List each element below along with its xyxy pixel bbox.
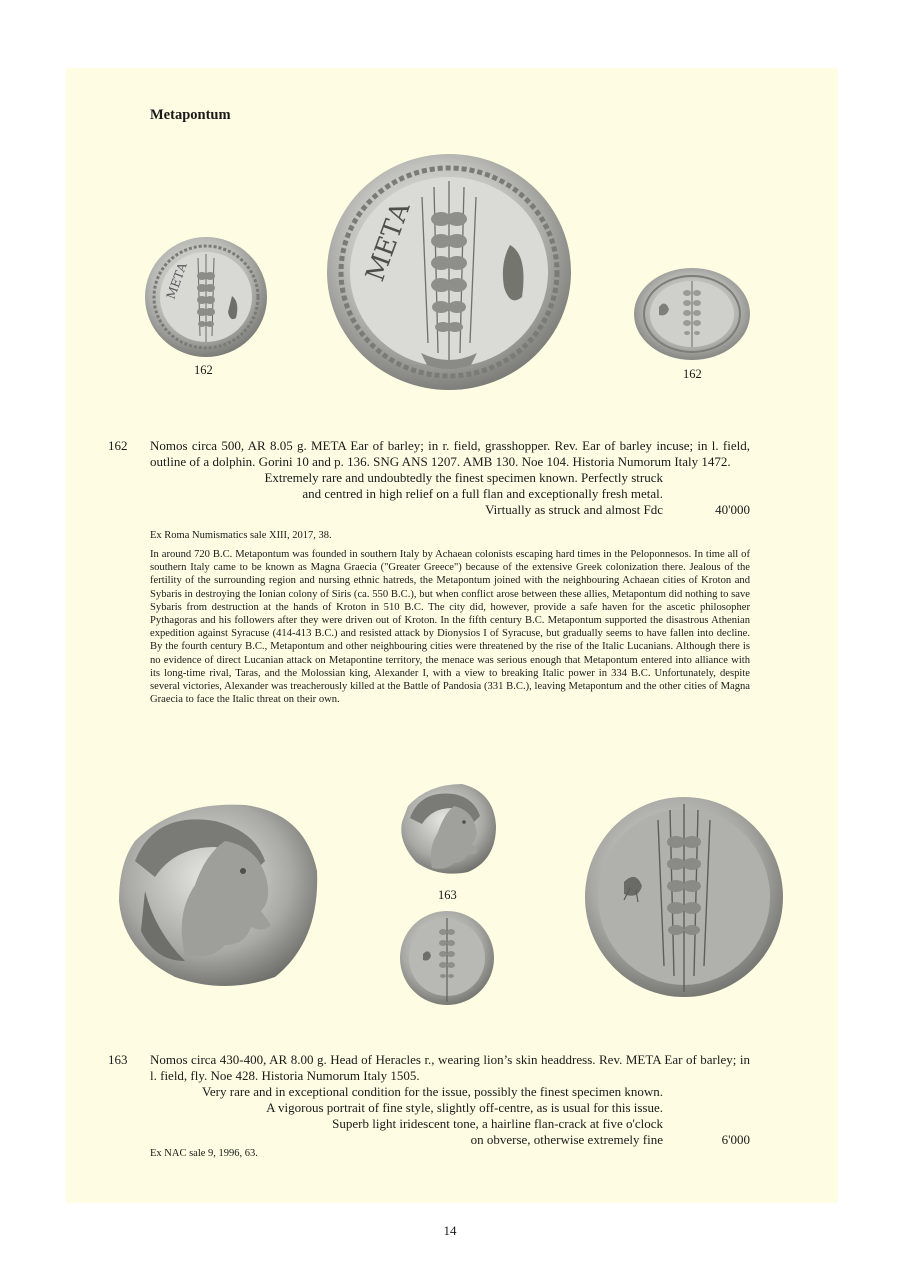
lot-163-condition-line-4: on obverse, otherwise extremely fine <box>470 1132 663 1147</box>
coin-162-label-right: 162 <box>683 367 702 381</box>
lot-163-description: Nomos circa 430-400, AR 8.00 g. Head of Heracles r., wearing lion’s skin headdress. Rev. META Ear of barley; in l. field, fly. Noe 428. Historia Numorum Italy 1505. <box>150 1052 750 1083</box>
lot-163-condition-line-1: Very rare and in exceptional condition for the issue, possibly the finest specimen known. <box>201 1084 663 1099</box>
svg-text:ΜΕΤΑ: ΜΕΤΑ <box>360 198 417 286</box>
coin-162-label-left: 162 <box>194 363 213 377</box>
coin-163-obverse-large <box>115 801 320 989</box>
coin-163-reverse-large <box>584 796 784 998</box>
lot-163-number: 163 <box>108 1052 128 1067</box>
coin-163-reverse-small <box>399 910 495 1006</box>
coin-162-obverse-small <box>144 236 268 358</box>
svg-text:ΜΕΤΑ: ΜΕΤΑ <box>163 260 190 302</box>
lot-162-condition-line-1: Extremely rare and undoubtedly the finest specimen known. Perfectly struck <box>264 470 663 485</box>
lot-162-number: 162 <box>108 438 128 453</box>
lot-163-condition-line-3: Superb light iridescent tone, a hairline flan-crack at five o'clock <box>332 1116 663 1131</box>
coin-163-obverse-small <box>398 782 498 876</box>
lot-163-condition-line-2: A vigorous portrait of fine style, slightly off-centre, as is usual for this issue. <box>266 1100 663 1115</box>
lot-162-historical-essay: In around 720 B.C. Metapontum was founded in southern Italy by Achaean colonists escaping hard times in the Peloponnesos. In time all of southern Italy came to be known as Magna Graecia ("Greater Greece") because of the extensive Greek colonization there. Jealous of the fertility of the surrounding region and nursing ethnic hatreds, the Metapontum joined with the neighbouring Achaean cities of Kroton and Sybaris in destroying the Ionian colony of Siris (ca. 550 B.C.), but when conflict arose between these allies, Metapontum did nothing to save Sybaris from destruction at the hands of Kroton in 510 B.C. The city did, however, provide a safe haven for the ascetic philosopher Pythagoras and his followers after they were driven out of Kroton. In the fifth century B.C. Metapontum supported the disastrous Athenian expedition against Syracuse (414-413 B.C.) and resisted attack by Dionysios I of Syracuse, but gradually seems to have fallen into decline. By the fourth century B.C., Metapontum and other neighbouring cities were threatened by the rise of the Italic Lucanians. Although there is no evidence of direct Lucanian attack on Metapontine territory, the menace was serious enough that Metapontum entered into alliance with its long-time rival, Taras, and the Molossian king, Alexander I, with a view to breaking Italic power in 334 B.C. Unfortunately, despite several victories, Alexander was treacherously killed at the Battle of Pandosia (331 B.C.), leaving Metapontum and the other cities of Magna Graecia to face the Italic threat on their own. <box>150 549 750 706</box>
page-number: 14 <box>443 1223 457 1238</box>
section-title: Metapontum <box>150 107 231 123</box>
lot-162-description: Nomos circa 500, AR 8.05 g. META Ear of barley; in r. field, grasshopper. Rev. Ear of barley incuse; in l. field, outline of a dolphin. Gorini 10 and p. 136. SNG ANS 1207. AMB 130. Noe 104. Historia Numorum Italy 1472. <box>150 438 750 469</box>
coin-163-label: 163 <box>438 888 457 902</box>
lot-163-price: 6'000 <box>721 1132 750 1147</box>
lot-163-provenance: Ex NAC sale 9, 1996, 63. <box>150 1148 258 1159</box>
coin-162-obverse-large <box>326 153 572 391</box>
lot-162-condition-line-2: and centred in high relief on a full flan and exceptionally fresh metal. <box>302 486 663 501</box>
lot-162-provenance: Ex Roma Numismatics sale XIII, 2017, 38. <box>150 530 332 541</box>
lot-162-price: 40'000 <box>715 502 750 517</box>
lot-162-condition-line-3: Virtually as struck and almost Fdc <box>485 502 663 517</box>
coin-162-reverse-small <box>633 267 751 361</box>
